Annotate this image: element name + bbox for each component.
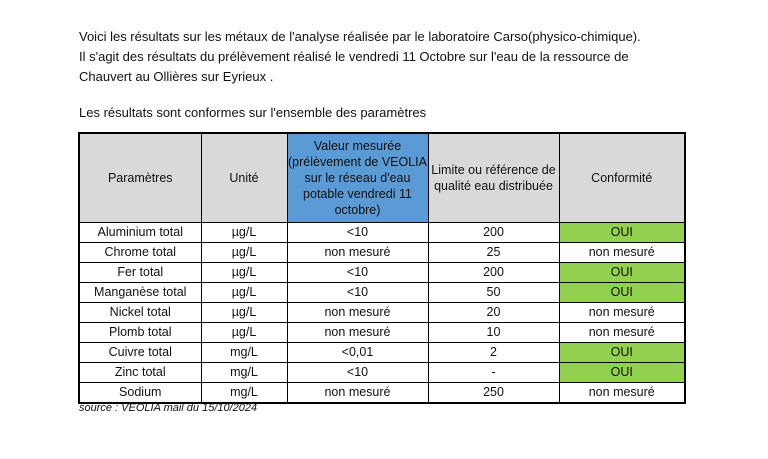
cell-valeur: <10 xyxy=(287,363,428,383)
cell-parametre: Sodium xyxy=(79,383,201,404)
table-row xyxy=(79,223,685,243)
cell-conformite: OUI xyxy=(559,363,685,383)
intro-line-1: Voici les résultats sur les métaux de l'analyse réalisée par le laboratoire Carso(physico-chimique). xyxy=(79,29,641,44)
cell-unite: mg/L xyxy=(201,383,287,404)
cell-conformite: OUI xyxy=(559,283,685,303)
cell-conformite: non mesuré xyxy=(559,303,685,323)
source-note: source : VEOLIA mail du 15/10/2024 xyxy=(79,402,258,414)
table-row xyxy=(79,383,685,404)
table-body xyxy=(79,223,685,404)
header-row xyxy=(79,133,685,223)
intro-line-2: Il s'agit des résultats du prélèvement réalisé le vendredi 11 Octobre sur l'eau de la ressource de xyxy=(79,49,629,64)
table-row xyxy=(79,303,685,323)
cell-valeur: non mesuré xyxy=(287,303,428,323)
header-unite: Unité xyxy=(201,133,287,223)
summary-text: Les résultats sont conformes sur l'ensemble des paramètres xyxy=(79,105,427,120)
cell-valeur: non mesuré xyxy=(287,383,428,404)
cell-unite: µg/L xyxy=(201,303,287,323)
results-table xyxy=(78,132,686,404)
cell-parametre: Aluminium total xyxy=(79,223,201,243)
table-row xyxy=(79,263,685,283)
cell-valeur: non mesuré xyxy=(287,323,428,343)
cell-valeur: <10 xyxy=(287,223,428,243)
cell-conformite: non mesuré xyxy=(559,323,685,343)
cell-conformite: OUI xyxy=(559,223,685,243)
cell-unite: µg/L xyxy=(201,323,287,343)
header-valeur-mesuree: Valeur mesurée (prélèvement de VEOLIA sur le réseau d'eau potable vendredi 11 octobre) xyxy=(287,133,428,223)
cell-valeur: <0,01 xyxy=(287,343,428,363)
cell-limite: 50 xyxy=(428,283,559,303)
table-row xyxy=(79,323,685,343)
cell-limite: 20 xyxy=(428,303,559,323)
header-limite: Limite ou référence de qualité eau distribuée xyxy=(428,133,559,223)
cell-valeur: <10 xyxy=(287,263,428,283)
cell-parametre: Fer total xyxy=(79,263,201,283)
cell-limite: 25 xyxy=(428,243,559,263)
cell-limite: 250 xyxy=(428,383,559,404)
table-row xyxy=(79,243,685,263)
table-row xyxy=(79,283,685,303)
cell-valeur: <10 xyxy=(287,283,428,303)
cell-limite: 2 xyxy=(428,343,559,363)
cell-unite: µg/L xyxy=(201,263,287,283)
cell-parametre: Chrome total xyxy=(79,243,201,263)
cell-unite: µg/L xyxy=(201,283,287,303)
cell-unite: µg/L xyxy=(201,223,287,243)
cell-conformite: non mesuré xyxy=(559,383,685,404)
header-parametres: Paramètres xyxy=(79,133,201,223)
cell-parametre: Zinc total xyxy=(79,363,201,383)
cell-unite: mg/L xyxy=(201,363,287,383)
intro-text xyxy=(79,27,739,87)
cell-conformite: OUI xyxy=(559,343,685,363)
cell-limite: 200 xyxy=(428,263,559,283)
cell-limite: 10 xyxy=(428,323,559,343)
cell-limite: 200 xyxy=(428,223,559,243)
header-conformite: Conformité xyxy=(559,133,685,223)
cell-parametre: Cuivre total xyxy=(79,343,201,363)
table-row xyxy=(79,363,685,383)
cell-conformite: OUI xyxy=(559,263,685,283)
intro-line-3: Chauvert au Ollières sur Eyrieux . xyxy=(79,69,274,84)
cell-parametre: Plomb total xyxy=(79,323,201,343)
cell-limite: - xyxy=(428,363,559,383)
cell-parametre: Nickel total xyxy=(79,303,201,323)
table-row xyxy=(79,343,685,363)
cell-conformite: non mesuré xyxy=(559,243,685,263)
cell-valeur: non mesuré xyxy=(287,243,428,263)
cell-parametre: Manganèse total xyxy=(79,283,201,303)
cell-unite: mg/L xyxy=(201,343,287,363)
cell-unite: µg/L xyxy=(201,243,287,263)
